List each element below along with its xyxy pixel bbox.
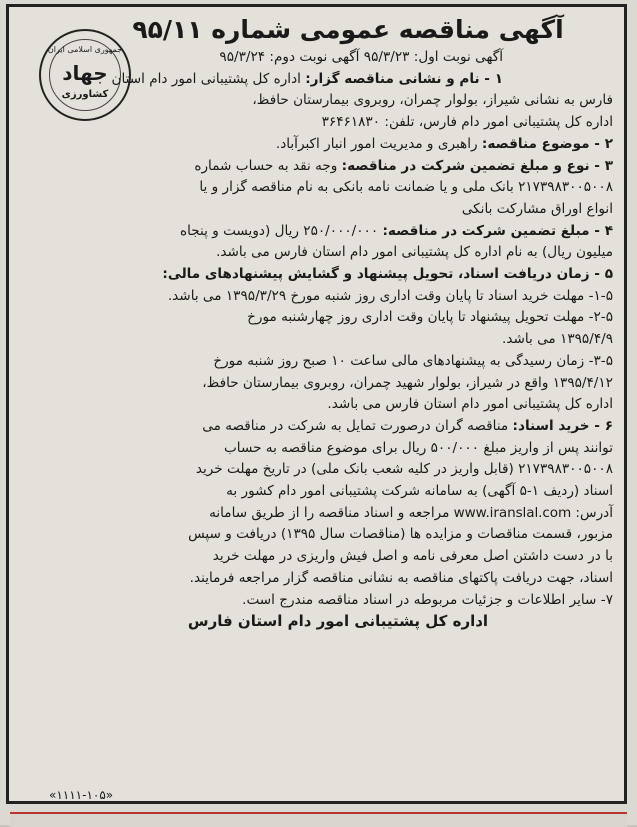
tender-notice-box: [6, 4, 627, 804]
logo-main-text: جهاد: [62, 61, 108, 85]
section-5-1: ۱-۵- مهلت خرید اسناد تا پایان وقت اداری روز شنبه مورخ ۱۳۹۵/۳/۲۹ می باشد.: [167, 287, 613, 304]
section-1: [23, 69, 613, 91]
section-3: [23, 156, 613, 178]
section-6-line-8: اسناد، جهت دریافت پاکتهای مناقصه به نشانی مناقصه گزار مراجعه فرمایند.: [189, 569, 613, 586]
section-1-line-3: اداره کل پشتیبانی امور دام فارس، تلفن: ۳۶۴۶۱۸۳۰: [321, 114, 613, 131]
section-1-text: اداره کل پشتیبانی امور دام استان: [111, 70, 306, 87]
notice-content: [23, 13, 613, 633]
notice-title: آگهی مناقصه عمومی شماره ۹۵/۱۱: [132, 15, 564, 44]
section-5-3: ۳-۵- زمان رسیدگی به پیشنهادهای مالی ساعت ۱۰ صبح روز شنبه مورخ: [213, 352, 613, 369]
section-5-3-line-2: ۱۳۹۵/۴/۱۲ واقع در شیراز، بولوار شهید چمران، روبروی بیمارستان حافظ،: [202, 374, 613, 391]
section-4-text: ۲۵۰/۰۰۰/۰۰۰ ریال (دویست و پنجاه: [179, 222, 383, 239]
section-3-line-3: انواع اوراق مشارکت بانکی: [461, 200, 613, 217]
section-1-line-2: فارس به نشانی شیراز، بولوار چمران، روبروی بیمارستان حافظ،: [252, 92, 613, 109]
section-4-line-2: میلیون ریال) به نام اداره کل پشتیبانی امور دام استان فارس می باشد.: [216, 244, 613, 261]
section-2-text: راهبری و مدیریت امور انبار اکبرآباد.: [275, 135, 482, 152]
section-4: [23, 221, 613, 243]
section-5-label: ۵ - زمان دریافت اسناد، تحویل پیشنهاد و گشایش پیشنهادهای مالی:: [162, 266, 613, 283]
issuing-organization: اداره کل پشتیبانی امور دام استان فارس: [187, 612, 489, 631]
section-3-text: وجه نقد به حساب شماره: [194, 157, 342, 174]
section-6-line-5: آدرس: www.iranslal.com مراجعه و اسناد مناقصه را از طریق سامانه: [209, 504, 613, 521]
section-6-line-3: ۲۱۷۳۹۸۳۰۰۵۰۰۸ (قابل واریز در کلیه شعب بانک ملی) در تاریخ مهلت خرید: [195, 461, 613, 478]
section-7: ۷- سایر اطلاعات و جزئیات مربوطه در اسناد مناقصه مندرج است.: [242, 591, 613, 608]
section-5-2-line-2: ۱۳۹۵/۴/۹ می باشد.: [502, 331, 613, 348]
publication-dates: آگهی نوبت اول: ۹۵/۳/۲۳ آگهی نوبت دوم: ۹۵/۳/۲۴: [219, 49, 503, 65]
section-6-line-6: مزبور، قسمت مناقصات و مزایده ها (مناقصات سال ۱۳۹۵) دریافت و سپس: [188, 526, 613, 543]
section-5-2: ۲-۵- مهلت تحویل پیشنهاد تا پایان وقت اداری روز چهارشنبه مورخ: [247, 309, 613, 326]
logo-top-text: جمهوری اسلامی ایران: [47, 45, 123, 54]
ad-code: «۱۱۱۱-۱۰۵»: [49, 788, 114, 802]
section-6-text: مناقصه گران درصورت تمایل به شرکت در مناقصه می: [202, 417, 513, 434]
section-2: [23, 134, 613, 156]
section-6-line-7: با در دست داشتن اصل معرفی نامه و اصل فیش واریزی در مهلت خرید: [212, 548, 613, 565]
section-6: [23, 416, 613, 438]
section-3-label: ۳ - نوع و مبلغ تضمین شرکت در مناقصه:: [341, 157, 613, 174]
section-3-line-2: ۲۱۷۳۹۸۳۰۰۵۰۰۸ بانک ملی و یا ضمانت نامه بانکی به نام مناقصه گزار و یا: [199, 179, 613, 196]
logo-sub-text: کشاورزی: [61, 89, 109, 100]
section-2-label: ۲ - موضوع مناقصه:: [481, 135, 613, 152]
section-6-line-2: توانند پس از واریز مبلغ ۵۰۰/۰۰۰ ریال برای موضوع مناقصه به حساب: [224, 439, 613, 456]
section-6-label: ۶ - خرید اسناد:: [512, 417, 613, 434]
section-4-label: ۴ - مبلغ تضمین شرکت در مناقصه:: [382, 222, 613, 239]
section-5-3-line-3: اداره کل پشتیبانی امور دام استان فارس می باشد.: [327, 396, 613, 413]
section-1-label: ۱ - نام و نشانی مناقصه گزار:: [305, 70, 503, 87]
section-6-line-4: اسناد (ردیف ۱-۵ آگهی) به سامانه شرکت پشتیبانی امور دام کشور به: [226, 483, 613, 500]
